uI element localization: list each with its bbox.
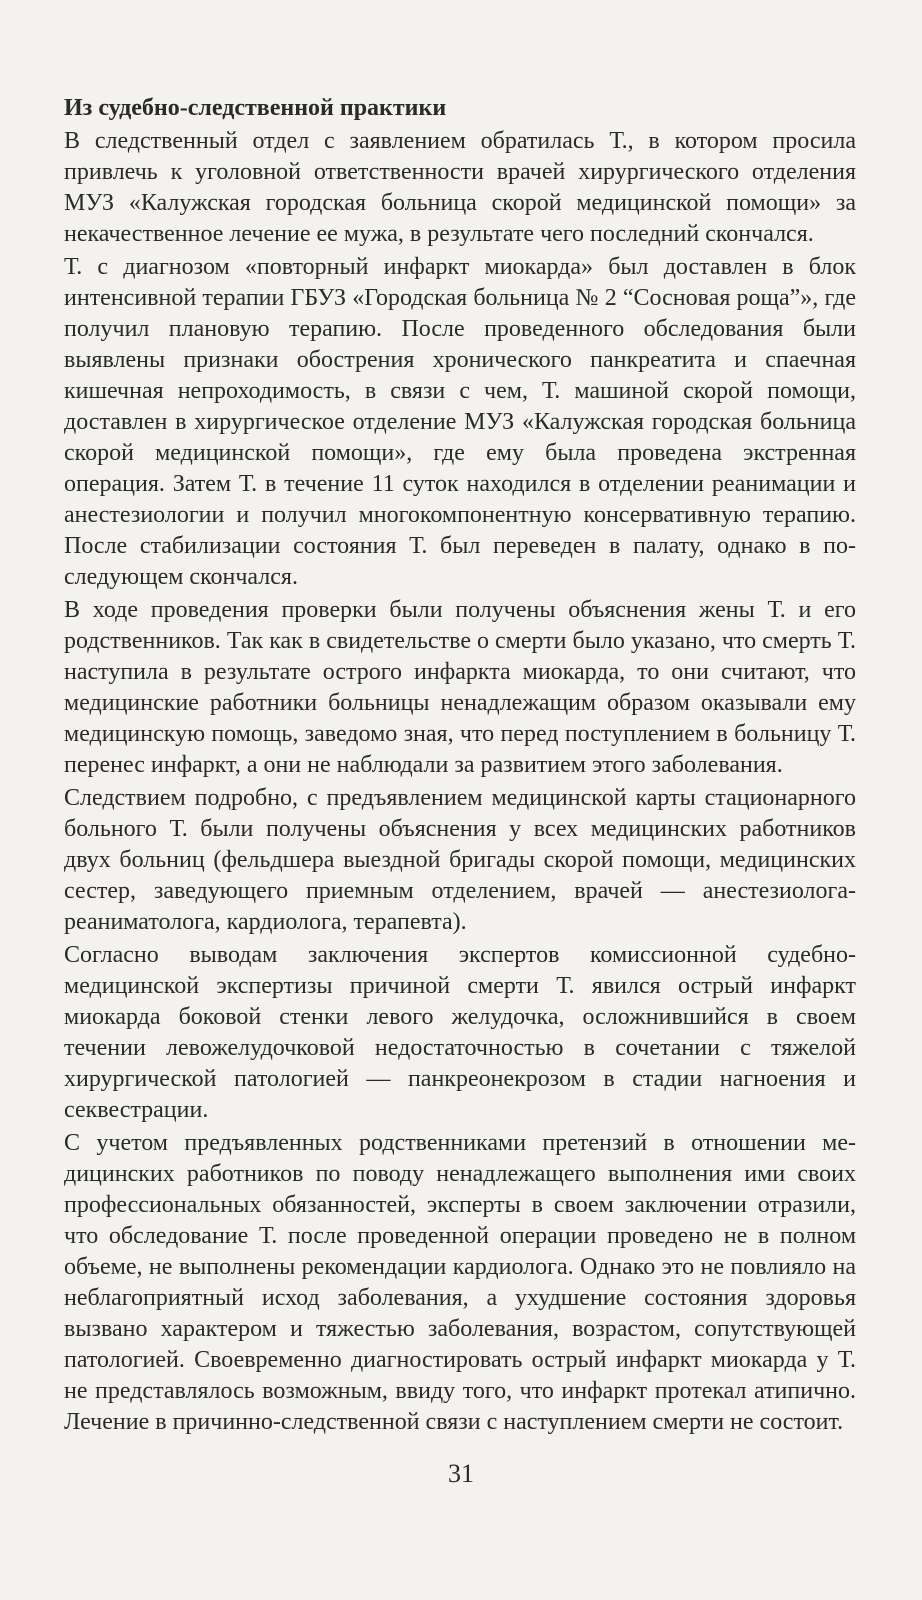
paragraph-3: В ходе проведения проверки были получены объяснения жены Т. и его родственников. Так как в свидетельстве о смерти было указано, что смерть Т. наступила в результате острого инфаркта миокарда, то они считают, что медицинские работники больницы ненадлежащим образом оказывали ему медицинскую помощь, заведомо зная, что перед поступлением в больницу Т. перенес инфаркт, а они не наблюдали за развитием этого заболевания. [64, 597, 856, 778]
paragraph-6: С учетом предъявленных родственниками претензий в отношении медицинских работников по поводу ненадлежащего выполнения ими своих профессиональных обязанностей, эксперты в своем заключении отразили, что обследование Т. после проведенной операции проведено не в полном объеме, не выполнены рекомендации кардиолога. Однако это не повлияло на неблагоприятный исход заболевания, а ухудшение состояния здоровья вызвано характером и тяжестью заболевания, возрастом, сопутствующей патологией. Своевременно диагностировать острый инфаркт миокарда у Т. не представлялось возможным, ввиду того, что инфаркт протекал атипично. Лечение в причинно-следственной связи с наступлением смерти не состоит. [64, 1130, 856, 1435]
paragraph-5: Согласно выводам заключения экспертов комиссионной судебно-медицинской экспертизы причиной смерти Т. явился острый инфаркт миокарда боковой стенки левого желудочка, осложнившийся в своем течении левожелудочковой недостаточностью в сочетании с тяжелой хирургической патологией — панкреонекрозом в стадии нагноения и секвестрации. [64, 942, 856, 1123]
paragraph-1: В следственный отдел с заявлением обратилась Т., в котором просила привлечь к уголовной ответственности врачей хирургического отделения МУЗ «Калужская городская больница скорой медицинской помощи» за некачественное лечение ее мужа, в результате чего последний скончался. [64, 128, 856, 247]
paragraph-2: Т. с диагнозом «повторный инфаркт миокарда» был доставлен в блок интенсивной терапии ГБУЗ «Городская больница № 2 “Сосновая роща”», где получил плановую терапию. После проведенного обследования были выявлены признаки обострения хронического панкреатита и спаечная кишечная непроходимость, в связи с чем, Т. машиной скорой помощи, доставлен в хирургическое отделение МУЗ «Калужская городская больница скорой медицинской помощи», где ему была проведена экстренная операция. Затем Т. в течение 11 суток находился в отделении реанимации и анестезиологии и получил многокомпонентную консервативную терапию. После стабилизации состояния Т. был переведен в палату, однако в последующем скончался. [64, 254, 856, 590]
page-body [64, 92, 856, 1438]
paragraph-4: Следствием подробно, с предъявлением медицинской карты стационарного больного Т. были получены объяснения у всех медицинских работников двух больниц (фельдшера выездной бригады скорой помощи, медицинских сестер, заведующего приемным отделением, врачей — анестезиолога-реаниматолога, кардиолога, терапевта). [64, 785, 856, 935]
section-heading: Из судебно-следственной практики [64, 95, 447, 121]
page-number: 31 [448, 1459, 474, 1488]
